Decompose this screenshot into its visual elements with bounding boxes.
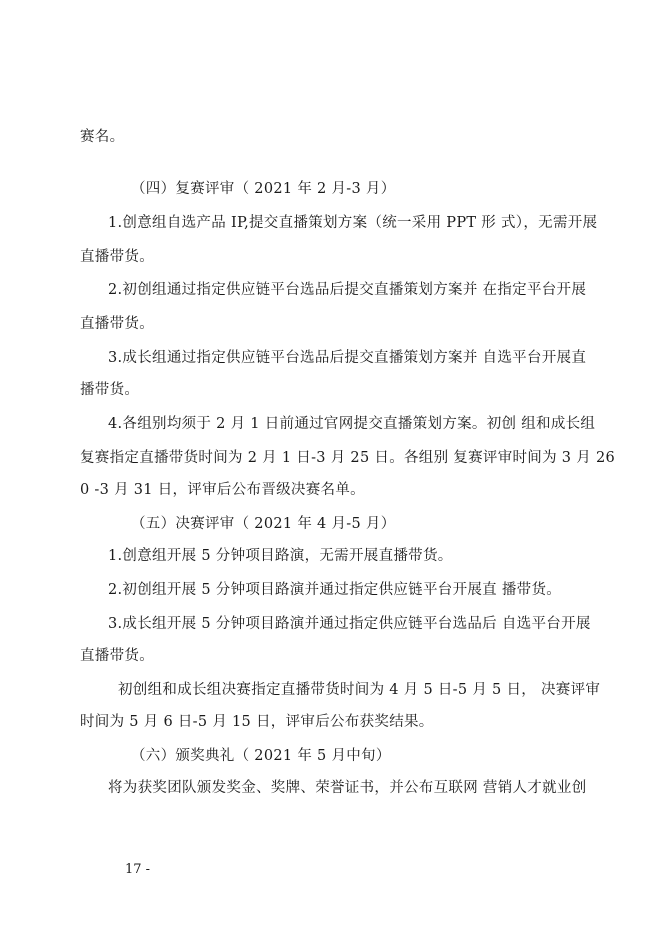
text-line: 1.创意组开展 5 分钟项目路演，无需开展直播带货。 bbox=[108, 548, 453, 564]
text-line: 初创组和成长组决赛指定直播带货时间为 4 月 5 日-5 月 5 日， 决赛评审 bbox=[118, 682, 601, 698]
text-line: 赛名。 bbox=[80, 129, 125, 145]
text-line: 播带货。 bbox=[80, 382, 140, 398]
text-line: 3.成长组通过指定供应链平台选品后提交直播策划方案并 自选平台开展直 bbox=[108, 350, 587, 366]
text-line: 将为获奖团队颁发奖金、奖牌、荣誉证书，并公布互联网 营销人才就业创 bbox=[108, 780, 587, 796]
page-number: 17 - bbox=[125, 862, 151, 877]
text-line: 直播带货。 bbox=[80, 249, 154, 265]
text-line: 直播带货。 bbox=[80, 648, 154, 664]
text-line: 4.各组别均须于 2 月 1 日前通过官网提交直播策划方案。初创 组和成长组 bbox=[108, 416, 596, 432]
text-line: 1.创意组自选产品 IP,提交直播策划方案（统一采用 PPT 形 式），无需开展 bbox=[108, 215, 598, 231]
text-line: 2.初创组通过指定供应链平台选品后提交直播策划方案并 在指定平台开展 bbox=[108, 282, 587, 298]
text-line: 3.成长组开展 5 分钟项目路演并通过指定供应链平台选品后 自选平台开展 bbox=[108, 616, 591, 632]
text-line: 复赛指定直播带货时间为 2 月 1 日-3 月 25 日。各组别 复赛评审时间为 3 月 26 bbox=[80, 450, 615, 466]
text-line: 时间为 5 月 6 日-5 月 15 日，评审后公布获奖结果。 bbox=[80, 714, 434, 730]
text-line: 0 -3 月 31 日，评审后公布晋级决赛名单。 bbox=[80, 482, 365, 498]
section-heading-5: （五）决赛评审（ 2021 年 4 月-5 月） bbox=[131, 516, 396, 532]
section-heading-4: （四）复赛评审（ 2021 年 2 月-3 月） bbox=[131, 181, 396, 197]
text-line: 2.初创组开展 5 分钟项目路演并通过指定供应链平台开展直 播带货。 bbox=[108, 582, 562, 598]
text-line: 直播带货。 bbox=[80, 316, 154, 332]
section-heading-6: （六）颁奖典礼（ 2021 年 5 月中旬） bbox=[131, 748, 391, 764]
